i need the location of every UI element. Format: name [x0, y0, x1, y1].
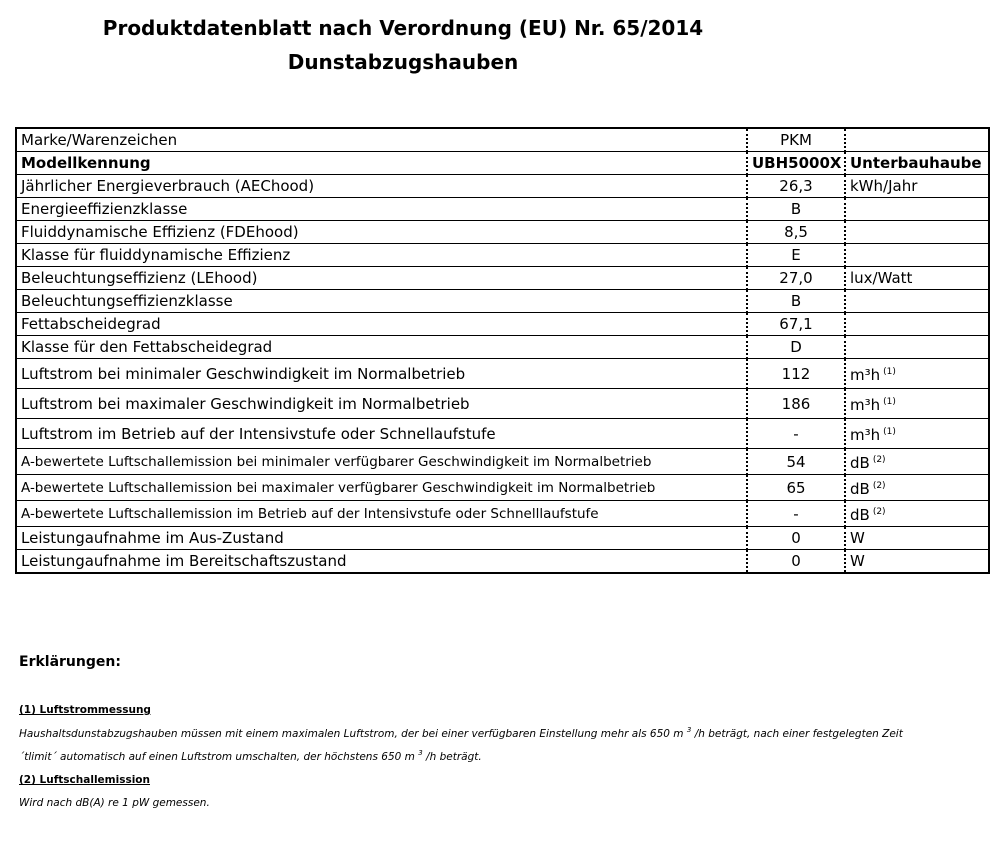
row-unit [845, 550, 989, 574]
table-row [16, 267, 989, 290]
row-value: UBH5000X [747, 152, 845, 175]
row-value: D [747, 336, 845, 359]
row-value: 27,0 [747, 267, 845, 290]
table-row [16, 550, 989, 574]
unit-text: m³h [850, 426, 881, 444]
table-row [16, 128, 989, 152]
unit-text: m³h [850, 366, 881, 384]
row-label: Energieeffizienzklasse [16, 198, 747, 221]
row-value: B [747, 198, 845, 221]
table-row [16, 389, 989, 419]
unit-text: W [850, 552, 865, 570]
row-label: A-bewertete Luftschallemission bei maximaler verfügbarer Geschwindigkeit im Normalbetrieb [16, 475, 747, 501]
row-unit [845, 419, 989, 449]
row-unit [845, 198, 989, 221]
row-label: Luftstrom bei maximaler Geschwindigkeit im Normalbetrieb [16, 389, 747, 419]
row-label: Modellkennung [16, 152, 747, 175]
row-unit [845, 449, 989, 475]
unit-text: kWh/Jahr [850, 177, 918, 195]
row-value: B [747, 290, 845, 313]
unit-text: dB [850, 454, 870, 472]
row-label: Fluiddynamische Effizienz (FDEhood) [16, 221, 747, 244]
row-label: Klasse für fluiddynamische Effizienz [16, 244, 747, 267]
row-unit [845, 501, 989, 527]
row-unit [845, 221, 989, 244]
row-label: Beleuchtungseffizienzklasse [16, 290, 747, 313]
unit-text: dB [850, 480, 870, 498]
footnote-2-title: (2) Luftschallemission [19, 774, 150, 786]
table-row [16, 290, 989, 313]
table-row [16, 313, 989, 336]
footnote-ref: (1) [883, 367, 896, 377]
row-unit [845, 128, 989, 152]
table-row [16, 501, 989, 527]
footnote-ref: (2) [872, 481, 886, 491]
footnote-1-text-line-2: ´tlimit´ automatisch auf einen Luftstrom umschalten, der höchstens 650 m $^3$ /h beträgt. [19, 749, 482, 763]
row-label: Luftstrom bei minimaler Geschwindigkeit im Normalbetrieb [16, 359, 747, 389]
footnote-1-text-line-1: Haushaltsdunstabzugshauben müssen mit einem maximalen Luftstrom, der bei einer verfügbaren Einstellung mehr als 650 m $^3$ /h beträgt, nach einer festgelegten Zeit [19, 726, 903, 740]
row-value: 0 [747, 527, 845, 550]
row-label: Jährlicher Energieverbrauch (AEChood) [16, 175, 747, 198]
row-unit [845, 175, 989, 198]
row-unit [845, 267, 989, 290]
row-unit [845, 290, 989, 313]
table-row [16, 152, 989, 175]
row-label: Luftstrom im Betrieb auf der Intensivstufe oder Schnellaufstufe [16, 419, 747, 449]
unit-text: Unterbauhaube [850, 154, 982, 172]
table-row [16, 175, 989, 198]
row-unit [845, 313, 989, 336]
footnote-ref: (1) [883, 427, 896, 437]
row-unit [845, 336, 989, 359]
unit-text: m³h [850, 396, 881, 414]
row-value: 26,3 [747, 175, 845, 198]
table-row [16, 527, 989, 550]
unit-text: W [850, 529, 865, 547]
row-unit [845, 359, 989, 389]
row-value: 54 [747, 449, 845, 475]
table-row [16, 244, 989, 267]
table-row [16, 475, 989, 501]
row-label: Klasse für den Fettabscheidegrad [16, 336, 747, 359]
row-label: A-bewertete Luftschallemission im Betrieb auf der Intensivstufe oder Schnelllaufstufe [16, 501, 747, 527]
row-value: PKM [747, 128, 845, 152]
row-unit [845, 389, 989, 419]
row-label: Beleuchtungseffizienz (LEhood) [16, 267, 747, 290]
table-row [16, 336, 989, 359]
row-label: Leistungaufnahme im Aus-Zustand [16, 527, 747, 550]
row-value: - [747, 419, 845, 449]
table-row [16, 419, 989, 449]
page-subtitle: Dunstabzugshauben [287, 50, 519, 74]
row-value: 186 [747, 389, 845, 419]
row-value: 112 [747, 359, 845, 389]
footnote-ref: (1) [883, 397, 896, 407]
row-value: 0 [747, 550, 845, 574]
row-value: 67,1 [747, 313, 845, 336]
product-data-table [15, 127, 990, 574]
row-unit [845, 152, 989, 175]
row-label: Leistungaufnahme im Bereitschaftszustand [16, 550, 747, 574]
explanations-heading: Erklärungen: [19, 654, 121, 670]
footnote-2-text: Wird nach dB(A) re 1 pW gemessen. [19, 797, 210, 809]
row-unit [845, 244, 989, 267]
footnote-1-title: (1) Luftstrommessung [19, 704, 151, 716]
table-row [16, 221, 989, 244]
row-value: E [747, 244, 845, 267]
unit-text: dB [850, 506, 870, 524]
row-value: 8,5 [747, 221, 845, 244]
table-row [16, 198, 989, 221]
row-value: 65 [747, 475, 845, 501]
unit-text: lux/Watt [850, 269, 913, 287]
footnote-ref: (2) [872, 455, 886, 465]
table-row [16, 359, 989, 389]
row-unit [845, 475, 989, 501]
row-label: Fettabscheidegrad [16, 313, 747, 336]
row-label: A-bewertete Luftschallemission bei minimaler verfügbarer Geschwindigkeit im Normalbetrieb [16, 449, 747, 475]
row-value: - [747, 501, 845, 527]
page-title: Produktdatenblatt nach Verordnung (EU) Nr. 65/2014 [102, 16, 704, 40]
row-unit [845, 527, 989, 550]
footnote-ref: (2) [872, 507, 886, 517]
table-row [16, 449, 989, 475]
row-label: Marke/Warenzeichen [16, 128, 747, 152]
